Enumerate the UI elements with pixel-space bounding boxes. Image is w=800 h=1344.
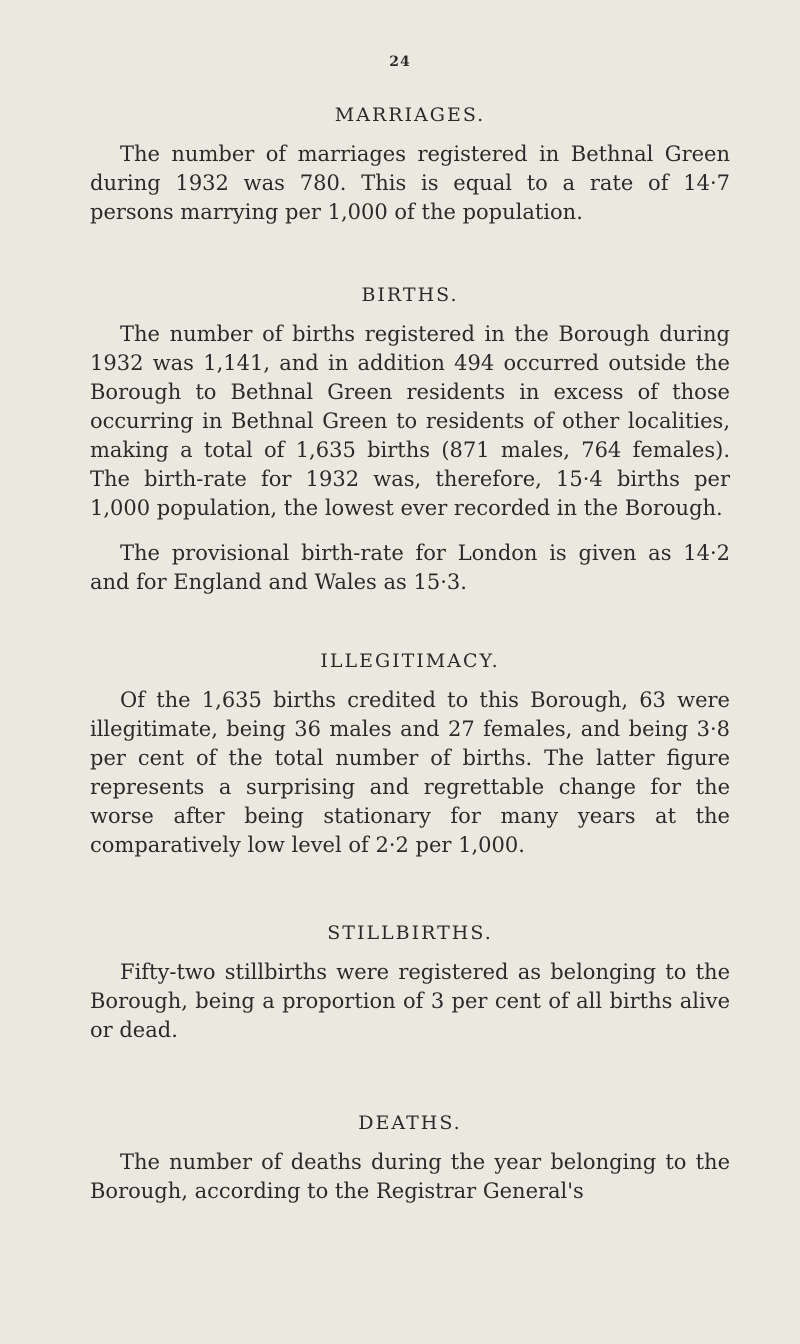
section-deaths bbox=[90, 1112, 730, 1222]
section-stillbirths bbox=[90, 922, 730, 1061]
section-heading-births: BIRTHS. bbox=[361, 284, 459, 306]
paragraph-marriages: The number of marriages registered in Bethnal Green during 1932 was 780. This is equal to a rate of 14·7 persons marrying per 1,000 of the population. bbox=[90, 142, 730, 224]
section-marriages bbox=[90, 104, 730, 243]
section-births bbox=[90, 284, 730, 613]
section-heading-deaths: DEATHS. bbox=[358, 1112, 462, 1134]
paragraph-deaths: The number of deaths during the year belonging to the Borough, according to the Registrar General's bbox=[90, 1150, 730, 1203]
paragraph-births-1: The number of births registered in the Borough during 1932 was 1,141, and in addition 494 occurred outside the Borough to Bethnal Green residents in excess of those occurring in Bethnal Green to residents of other localities, making a total of 1,635 births (871 males, 764 females). The birth-rate for 1932 was, therefore, 15·4 births per 1,000 population, the lowest ever recorded in the Borough. bbox=[90, 322, 730, 520]
paragraph-stillbirths: Fifty-two stillbirths were registered as belonging to the Borough, being a proportion of 3 per cent of all births alive or dead. bbox=[90, 960, 730, 1042]
paragraph-illegitimacy: Of the 1,635 births credited to this Borough, 63 were illegitimate, being 36 males and 27 females, and being 3·8 per cent of the total number of births. The latter figure represents a surprising and regrettable change for the worse after being stationary for many years at the comparatively low level of 2·2 per 1,000. bbox=[90, 688, 730, 857]
paragraph-births-2: The provisional birth-rate for London is given as 14·2 and for England and Wales as 15·3. bbox=[90, 541, 730, 594]
section-illegitimacy bbox=[90, 650, 730, 876]
section-heading-stillbirths: STILLBIRTHS. bbox=[327, 922, 493, 944]
section-heading-marriages: MARRIAGES. bbox=[334, 104, 486, 126]
section-heading-illegitimacy: ILLEGITIMACY. bbox=[320, 650, 500, 672]
page-number: 24 bbox=[389, 54, 411, 70]
